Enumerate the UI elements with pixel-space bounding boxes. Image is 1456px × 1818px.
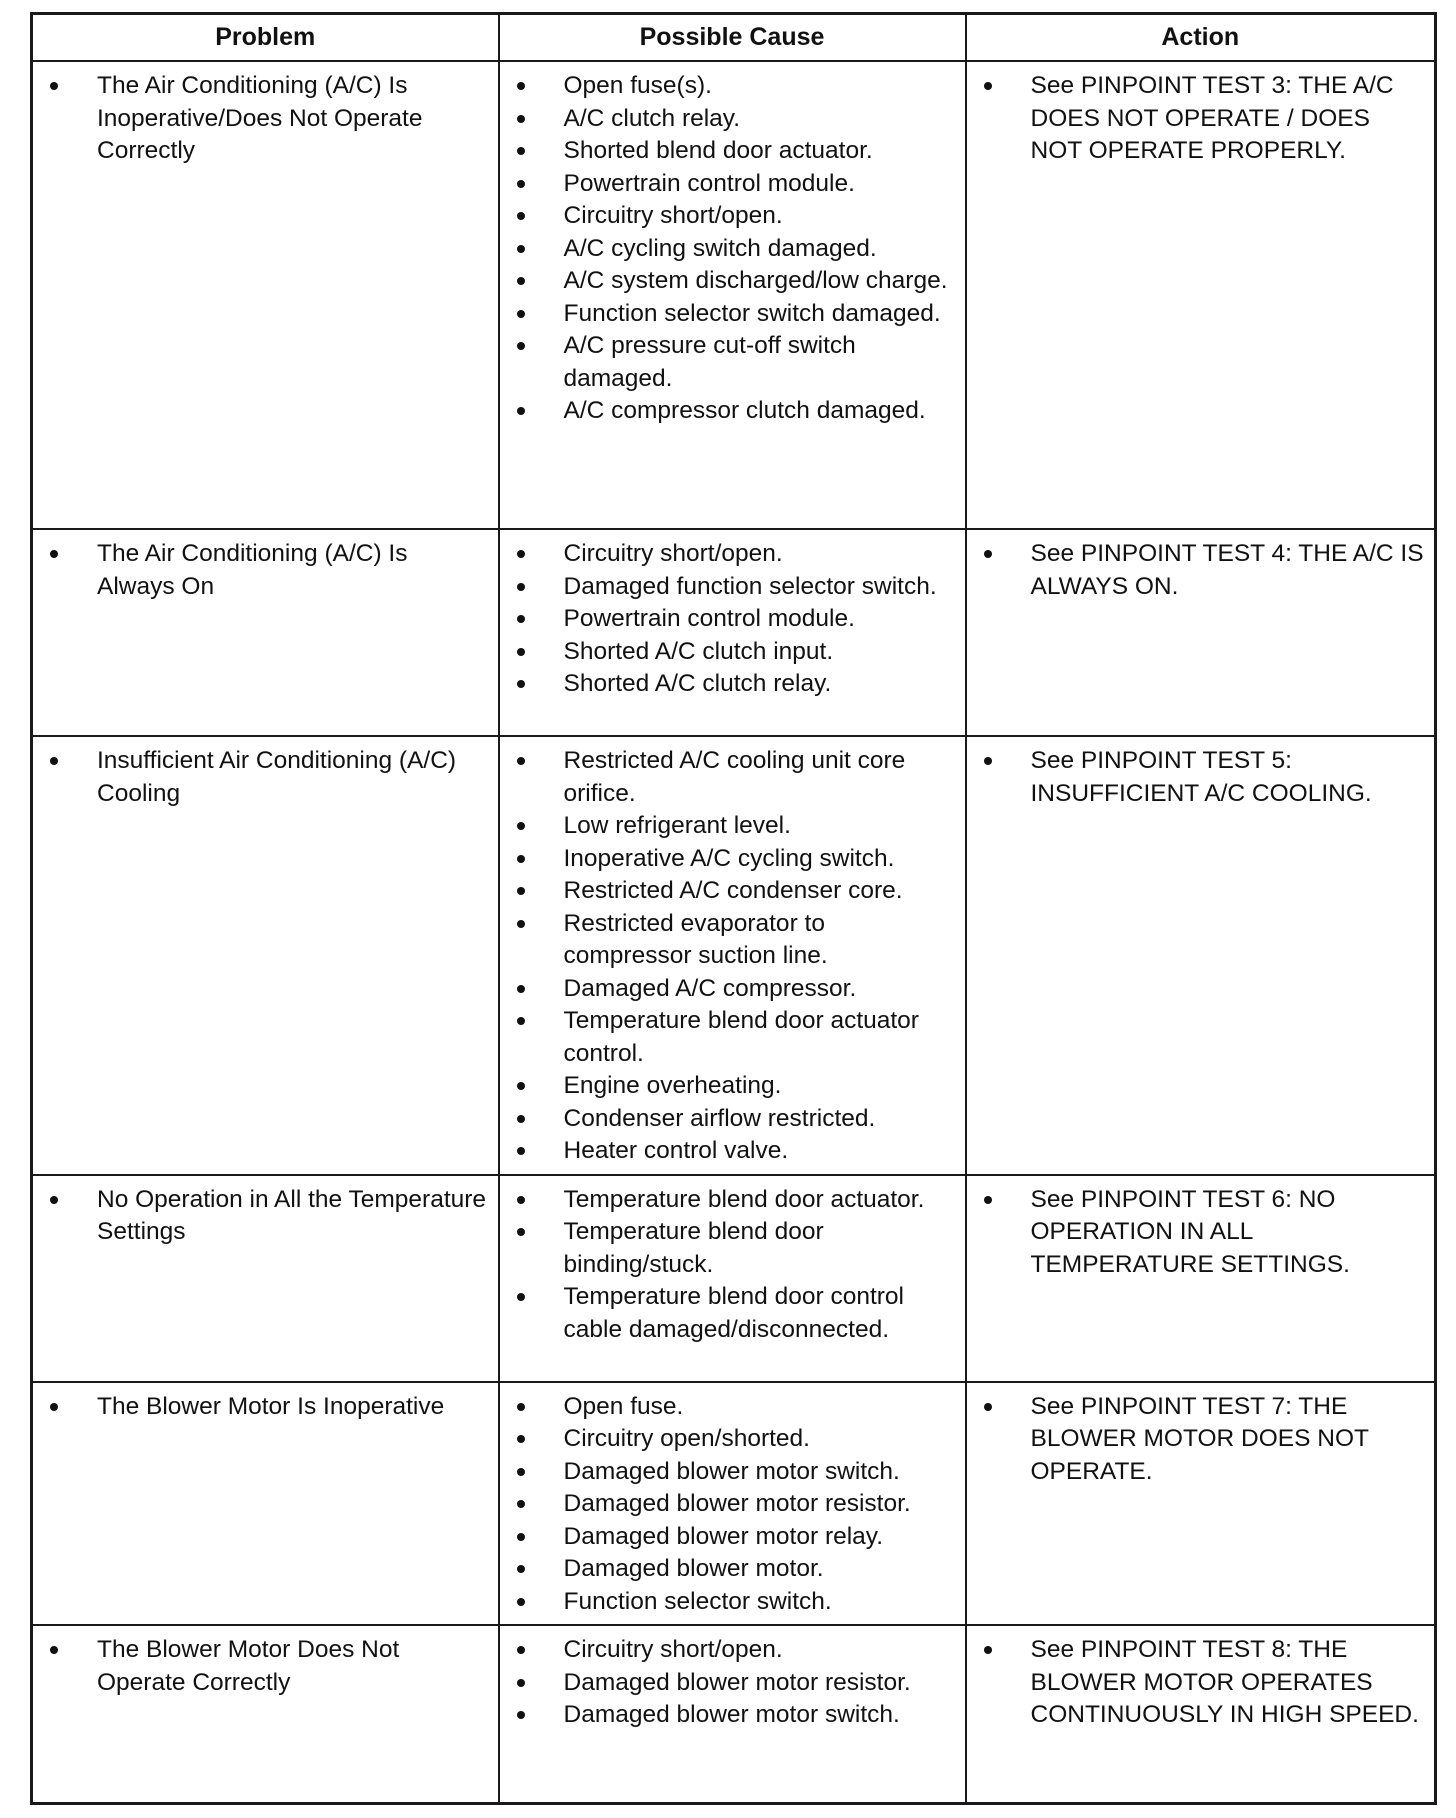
list-item-text: Function selector switch. bbox=[563, 1587, 832, 1615]
bullet-icon bbox=[517, 1403, 525, 1411]
list-item-text: Temperature blend door actuator control. bbox=[563, 1007, 919, 1067]
list-item-text: Powertrain control module. bbox=[563, 605, 855, 632]
bullet-icon bbox=[517, 920, 525, 928]
list-item-text: Restricted A/C condenser core. bbox=[563, 877, 903, 904]
problem-cell-list bbox=[41, 70, 490, 168]
list-item bbox=[508, 1553, 957, 1586]
bullet-icon bbox=[517, 887, 525, 895]
list-item bbox=[508, 1184, 957, 1217]
header-problem: Problem bbox=[32, 14, 499, 62]
table-row bbox=[32, 1625, 1436, 1803]
list-item bbox=[508, 103, 957, 136]
list-item-text: The Blower Motor Does Not Operate Correctly bbox=[97, 1636, 400, 1696]
list-item bbox=[508, 745, 957, 810]
list-item bbox=[508, 636, 957, 669]
problem-cell-list bbox=[41, 1634, 490, 1699]
problem-cell bbox=[32, 1625, 499, 1803]
list-item-text: Circuitry short/open. bbox=[563, 202, 783, 229]
bullet-icon bbox=[517, 1500, 525, 1508]
list-item-text: Low refrigerant level. bbox=[563, 812, 791, 839]
bullet-icon bbox=[517, 822, 525, 830]
list-item bbox=[508, 1281, 957, 1346]
list-item-text: Damaged blower motor resistor. bbox=[563, 1490, 911, 1517]
possible-cause-cell bbox=[499, 61, 966, 529]
list-item bbox=[508, 908, 957, 973]
table-row bbox=[32, 1175, 1436, 1382]
bullet-icon bbox=[517, 615, 525, 623]
bullet-icon bbox=[517, 855, 525, 863]
possible-cause-cell-list bbox=[508, 1391, 957, 1619]
list-item-text: Circuitry short/open. bbox=[563, 1636, 783, 1663]
table-body bbox=[32, 61, 1436, 1803]
bullet-icon bbox=[50, 1403, 58, 1411]
list-item-text: Damaged blower motor resistor. bbox=[563, 1668, 911, 1696]
list-item bbox=[508, 875, 957, 908]
bullet-icon bbox=[517, 115, 525, 123]
bullet-icon bbox=[517, 550, 525, 558]
list-item bbox=[508, 668, 957, 701]
bullet-icon bbox=[517, 245, 525, 253]
list-item-text: Insufficient Air Conditioning (A/C) Cooling bbox=[97, 747, 457, 807]
bullet-icon bbox=[517, 648, 525, 656]
action-cell-list bbox=[975, 1184, 1427, 1282]
list-item bbox=[508, 1135, 957, 1168]
bullet-icon bbox=[517, 757, 525, 765]
bullet-icon bbox=[517, 1679, 525, 1687]
list-item-text: The Blower Motor Is Inoperative bbox=[97, 1392, 445, 1420]
list-item bbox=[508, 1391, 957, 1424]
list-item-text: See PINPOINT TEST 7: THE BLOWER MOTOR DOES NOT OPERATE. bbox=[1030, 1392, 1369, 1485]
bullet-icon bbox=[984, 1646, 992, 1654]
action-cell bbox=[966, 1175, 1436, 1382]
list-item-text: See PINPOINT TEST 4: THE A/C IS ALWAYS ON. bbox=[1030, 540, 1424, 600]
list-item-text: See PINPOINT TEST 3: THE A/C DOES NOT OPERATE / DOES NOT OPERATE PROPERLY. bbox=[1030, 72, 1394, 164]
list-item-text: Circuitry open/shorted. bbox=[563, 1425, 810, 1452]
bullet-icon bbox=[517, 310, 525, 318]
list-item bbox=[508, 265, 957, 298]
list-item-text: A/C cycling switch damaged. bbox=[563, 234, 877, 262]
list-item-text: A/C compressor clutch damaged. bbox=[563, 397, 926, 424]
list-item bbox=[508, 1423, 957, 1456]
list-item bbox=[508, 330, 957, 395]
list-item bbox=[508, 395, 957, 428]
problem-cell-list bbox=[41, 745, 490, 810]
list-item-text: See PINPOINT TEST 6: NO OPERATION IN ALL TEMPERATURE SETTINGS. bbox=[1030, 1185, 1350, 1278]
bullet-icon bbox=[50, 1196, 58, 1204]
bullet-icon bbox=[517, 82, 525, 90]
list-item bbox=[508, 571, 957, 604]
bullet-icon bbox=[517, 407, 525, 415]
list-item-text: Powertrain control module. bbox=[563, 169, 855, 197]
bullet-icon bbox=[50, 550, 58, 558]
list-item bbox=[508, 1699, 957, 1732]
list-item bbox=[508, 1634, 957, 1667]
problem-cell bbox=[32, 1382, 499, 1626]
list-item bbox=[975, 70, 1427, 168]
possible-cause-cell bbox=[499, 1625, 966, 1803]
bullet-icon bbox=[517, 277, 525, 285]
list-item bbox=[975, 538, 1427, 603]
list-item-text: Shorted A/C clutch input. bbox=[563, 637, 834, 665]
problem-cell bbox=[32, 1175, 499, 1382]
list-item-text: Damaged blower motor relay. bbox=[563, 1522, 884, 1550]
action-cell bbox=[966, 1625, 1436, 1803]
list-item-text: Open fuse. bbox=[563, 1392, 684, 1420]
list-item bbox=[975, 1634, 1427, 1732]
header-action: Action bbox=[966, 14, 1436, 62]
list-item-text: Heater control valve. bbox=[563, 1137, 789, 1164]
bullet-icon bbox=[50, 757, 58, 765]
list-item-text: The Air Conditioning (A/C) Is Always On bbox=[97, 540, 408, 600]
action-cell-list bbox=[975, 1391, 1427, 1489]
list-item-text: Temperature blend door control cable damaged/disconnected. bbox=[563, 1283, 904, 1343]
possible-cause-cell-list bbox=[508, 70, 957, 428]
list-item-text: Shorted blend door actuator. bbox=[563, 137, 873, 164]
bullet-icon bbox=[517, 1646, 525, 1654]
list-item-text: See PINPOINT TEST 5: INSUFFICIENT A/C COOLING. bbox=[1030, 747, 1372, 807]
bullet-icon bbox=[517, 1468, 525, 1476]
bullet-icon bbox=[517, 212, 525, 220]
header-row bbox=[32, 14, 1436, 62]
bullet-icon bbox=[984, 1196, 992, 1204]
problem-cell-list bbox=[41, 538, 490, 603]
list-item bbox=[508, 1070, 957, 1103]
list-item bbox=[508, 810, 957, 843]
diagnosis-table bbox=[30, 12, 1437, 1805]
action-cell bbox=[966, 529, 1436, 736]
bullet-icon bbox=[517, 583, 525, 591]
table-row bbox=[32, 529, 1436, 736]
action-cell-list bbox=[975, 1634, 1427, 1732]
list-item bbox=[508, 973, 957, 1006]
list-item-text: Condenser airflow restricted. bbox=[563, 1104, 876, 1132]
problem-cell bbox=[32, 529, 499, 736]
list-item bbox=[41, 1391, 490, 1424]
list-item bbox=[508, 538, 957, 571]
list-item-text: Shorted A/C clutch relay. bbox=[563, 670, 832, 697]
list-item bbox=[975, 1391, 1427, 1489]
list-item bbox=[508, 233, 957, 266]
list-item bbox=[508, 1103, 957, 1136]
list-item bbox=[41, 1184, 490, 1249]
table-row bbox=[32, 736, 1436, 1175]
list-item-text: Temperature blend door binding/stuck. bbox=[563, 1218, 824, 1278]
list-item bbox=[508, 1521, 957, 1554]
bullet-icon bbox=[517, 1082, 525, 1090]
bullet-icon bbox=[984, 82, 992, 90]
bullet-icon bbox=[517, 1147, 525, 1155]
list-item-text: Temperature blend door actuator. bbox=[563, 1185, 925, 1213]
action-cell bbox=[966, 736, 1436, 1175]
list-item-text: Restricted evaporator to compressor suction line. bbox=[563, 909, 828, 969]
list-item bbox=[508, 1216, 957, 1281]
list-item bbox=[975, 745, 1427, 810]
possible-cause-cell bbox=[499, 1175, 966, 1382]
list-item-text: The Air Conditioning (A/C) Is Inoperative/Does Not Operate Correctly bbox=[97, 72, 423, 164]
list-item bbox=[508, 135, 957, 168]
list-item-text: Damaged blower motor switch. bbox=[563, 1457, 900, 1485]
bullet-icon bbox=[517, 680, 525, 688]
bullet-icon bbox=[517, 1565, 525, 1573]
action-cell-list bbox=[975, 538, 1427, 603]
bullet-icon bbox=[50, 82, 58, 90]
list-item-text: Damaged blower motor switch. bbox=[563, 1701, 900, 1728]
possible-cause-cell-list bbox=[508, 538, 957, 701]
list-item-text: Engine overheating. bbox=[563, 1072, 782, 1099]
possible-cause-cell bbox=[499, 1382, 966, 1626]
list-item bbox=[508, 1667, 957, 1700]
possible-cause-cell-list bbox=[508, 1184, 957, 1347]
action-cell-list bbox=[975, 745, 1427, 810]
action-cell-list bbox=[975, 70, 1427, 168]
list-item-text: No Operation in All the Temperature Settings bbox=[97, 1185, 487, 1245]
list-item bbox=[508, 1005, 957, 1070]
list-item-text: A/C system discharged/low charge. bbox=[563, 267, 948, 294]
list-item bbox=[508, 1586, 957, 1619]
problem-cell-list bbox=[41, 1184, 490, 1249]
list-item bbox=[508, 1488, 957, 1521]
list-item bbox=[508, 843, 957, 876]
list-item bbox=[508, 200, 957, 233]
possible-cause-cell-list bbox=[508, 745, 957, 1168]
list-item-text: Damaged A/C compressor. bbox=[563, 974, 857, 1002]
header-possible-cause: Possible Cause bbox=[499, 14, 966, 62]
list-item bbox=[41, 538, 490, 603]
bullet-icon bbox=[517, 1598, 525, 1606]
bullet-icon bbox=[984, 550, 992, 558]
problem-cell bbox=[32, 61, 499, 529]
action-cell bbox=[966, 1382, 1436, 1626]
possible-cause-cell bbox=[499, 529, 966, 736]
table-row bbox=[32, 61, 1436, 529]
table-row bbox=[32, 1382, 1436, 1626]
list-item-text: Circuitry short/open. bbox=[563, 540, 783, 567]
list-item bbox=[508, 1456, 957, 1489]
bullet-icon bbox=[517, 1228, 525, 1236]
list-item-text: Function selector switch damaged. bbox=[563, 299, 941, 327]
bullet-icon bbox=[50, 1646, 58, 1654]
bullet-icon bbox=[517, 1533, 525, 1541]
list-item bbox=[508, 168, 957, 201]
bullet-icon bbox=[517, 1017, 525, 1025]
bullet-icon bbox=[517, 1196, 525, 1204]
bullet-icon bbox=[984, 757, 992, 765]
list-item bbox=[41, 745, 490, 810]
symptom-chart bbox=[30, 12, 1434, 1805]
bullet-icon bbox=[517, 1435, 525, 1443]
bullet-icon bbox=[984, 1403, 992, 1411]
bullet-icon bbox=[517, 985, 525, 993]
bullet-icon bbox=[517, 1711, 525, 1719]
list-item bbox=[41, 70, 490, 168]
list-item bbox=[508, 298, 957, 331]
possible-cause-cell-list bbox=[508, 1634, 957, 1732]
list-item-text: Restricted A/C cooling unit core orifice. bbox=[563, 747, 906, 807]
bullet-icon bbox=[517, 1115, 525, 1123]
bullet-icon bbox=[517, 342, 525, 350]
list-item-text: Open fuse(s). bbox=[563, 72, 712, 99]
list-item-text: A/C pressure cut-off switch damaged. bbox=[563, 332, 856, 392]
list-item bbox=[975, 1184, 1427, 1282]
list-item bbox=[41, 1634, 490, 1699]
list-item-text: A/C clutch relay. bbox=[563, 104, 741, 132]
problem-cell-list bbox=[41, 1391, 490, 1424]
possible-cause-cell bbox=[499, 736, 966, 1175]
list-item bbox=[508, 70, 957, 103]
problem-cell bbox=[32, 736, 499, 1175]
bullet-icon bbox=[517, 147, 525, 155]
list-item-text: Damaged blower motor. bbox=[563, 1555, 824, 1582]
list-item-text: See PINPOINT TEST 8: THE BLOWER MOTOR OPERATES CONTINUOUSLY IN HIGH SPEED. bbox=[1030, 1636, 1419, 1728]
action-cell bbox=[966, 61, 1436, 529]
bullet-icon bbox=[517, 180, 525, 188]
list-item-text: Inoperative A/C cycling switch. bbox=[563, 844, 895, 872]
bullet-icon bbox=[517, 1293, 525, 1301]
list-item bbox=[508, 603, 957, 636]
list-item-text: Damaged function selector switch. bbox=[563, 572, 937, 600]
